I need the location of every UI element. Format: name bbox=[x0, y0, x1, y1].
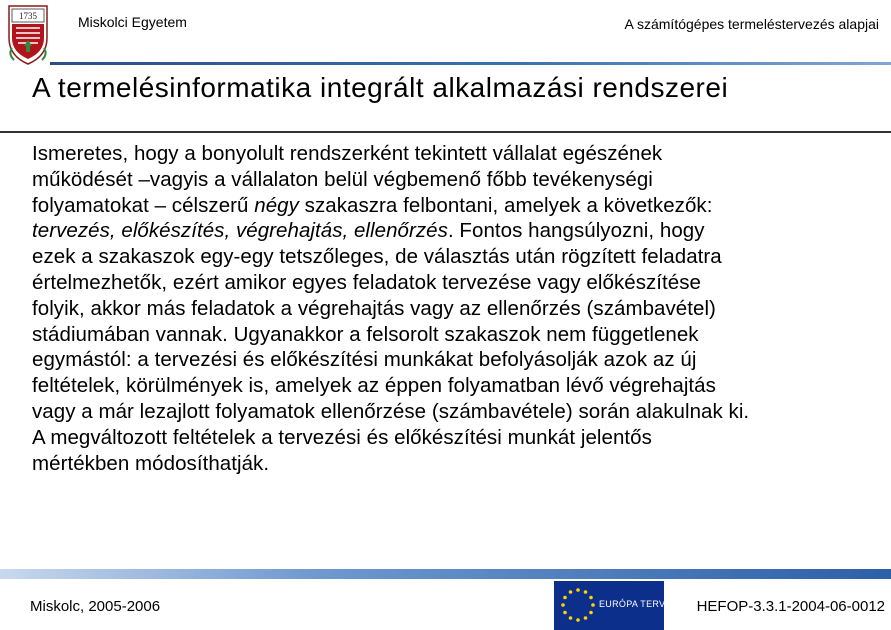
university-crest-logo bbox=[6, 4, 50, 66]
body-line: vagy a már lezajlott folyamatok ellenőrzése (számbavétele) során alakulnak ki. bbox=[32, 399, 750, 423]
body-line: Ismeretes, hogy a bonyolult rendszerként tekintett vállalat egészének bbox=[32, 142, 663, 165]
body-line: mértékben módosíthatják. bbox=[32, 451, 270, 475]
body-line: egymástól: a tervezési és előkészítési munkákat befolyásolják azok az új bbox=[32, 348, 697, 372]
body-line: stádiumában vannak. Ugyanakkor a felsorolt szakaszok nem függetlenek bbox=[32, 322, 699, 346]
footer-divider bbox=[0, 569, 891, 579]
title-divider bbox=[0, 131, 891, 133]
body-emphasis: négy bbox=[254, 193, 299, 217]
footer-project-code: HEFOP-3.3.1-2004-06-0012 bbox=[696, 598, 885, 615]
body-line: feltételek, körülmények is, amelyek az éppen folyamatban lévő végrehajtás bbox=[32, 374, 716, 398]
slide-body bbox=[32, 141, 882, 476]
slide-title: A termelésinformatika integrált alkalmazási rendszerei bbox=[32, 72, 729, 103]
crest-year: 1735 bbox=[19, 11, 37, 21]
body-line bbox=[32, 218, 882, 244]
eu-logo-text: EURÓPA TERV bbox=[599, 599, 666, 609]
body-text-run: . Fontos hangsúlyozni, hogy bbox=[447, 219, 705, 243]
body-text-run: szakaszra felbontani, amelyek a következők: bbox=[298, 193, 713, 217]
header-divider bbox=[50, 62, 891, 65]
body-line: folyik, akkor más feladatok a végrehajtás vagy az ellenőrzés (számbavétel) bbox=[32, 296, 716, 320]
crest-icon bbox=[6, 4, 50, 66]
university-name: Miskolci Egyetem bbox=[78, 14, 187, 30]
footer-location-date: Miskolc, 2005-2006 bbox=[30, 598, 161, 615]
course-title: A számítógépes termeléstervezés alapjai bbox=[624, 16, 879, 32]
europa-terv-logo bbox=[554, 581, 664, 630]
body-line bbox=[32, 193, 882, 219]
body-text-run: folyamatokat – célszerű bbox=[32, 193, 255, 217]
body-line: ezek a szakaszok egy-egy tetszőleges, de választás után rögzített feladatra bbox=[32, 245, 722, 269]
body-line: működését –vagyis a vállalaton belül végbemenő főbb tevékenységi bbox=[32, 167, 653, 191]
body-emphasis: tervezés, előkészítés, végrehajtás, ellenőrzés bbox=[32, 219, 448, 243]
body-line: értelmezhetők, ezért amikor egyes feladatok tervezése vagy előkészítése bbox=[32, 270, 701, 294]
body-line: A megváltozott feltételek a tervezési és előkészítési munkát jelentős bbox=[32, 425, 652, 449]
eu-stars-icon bbox=[558, 585, 598, 625]
